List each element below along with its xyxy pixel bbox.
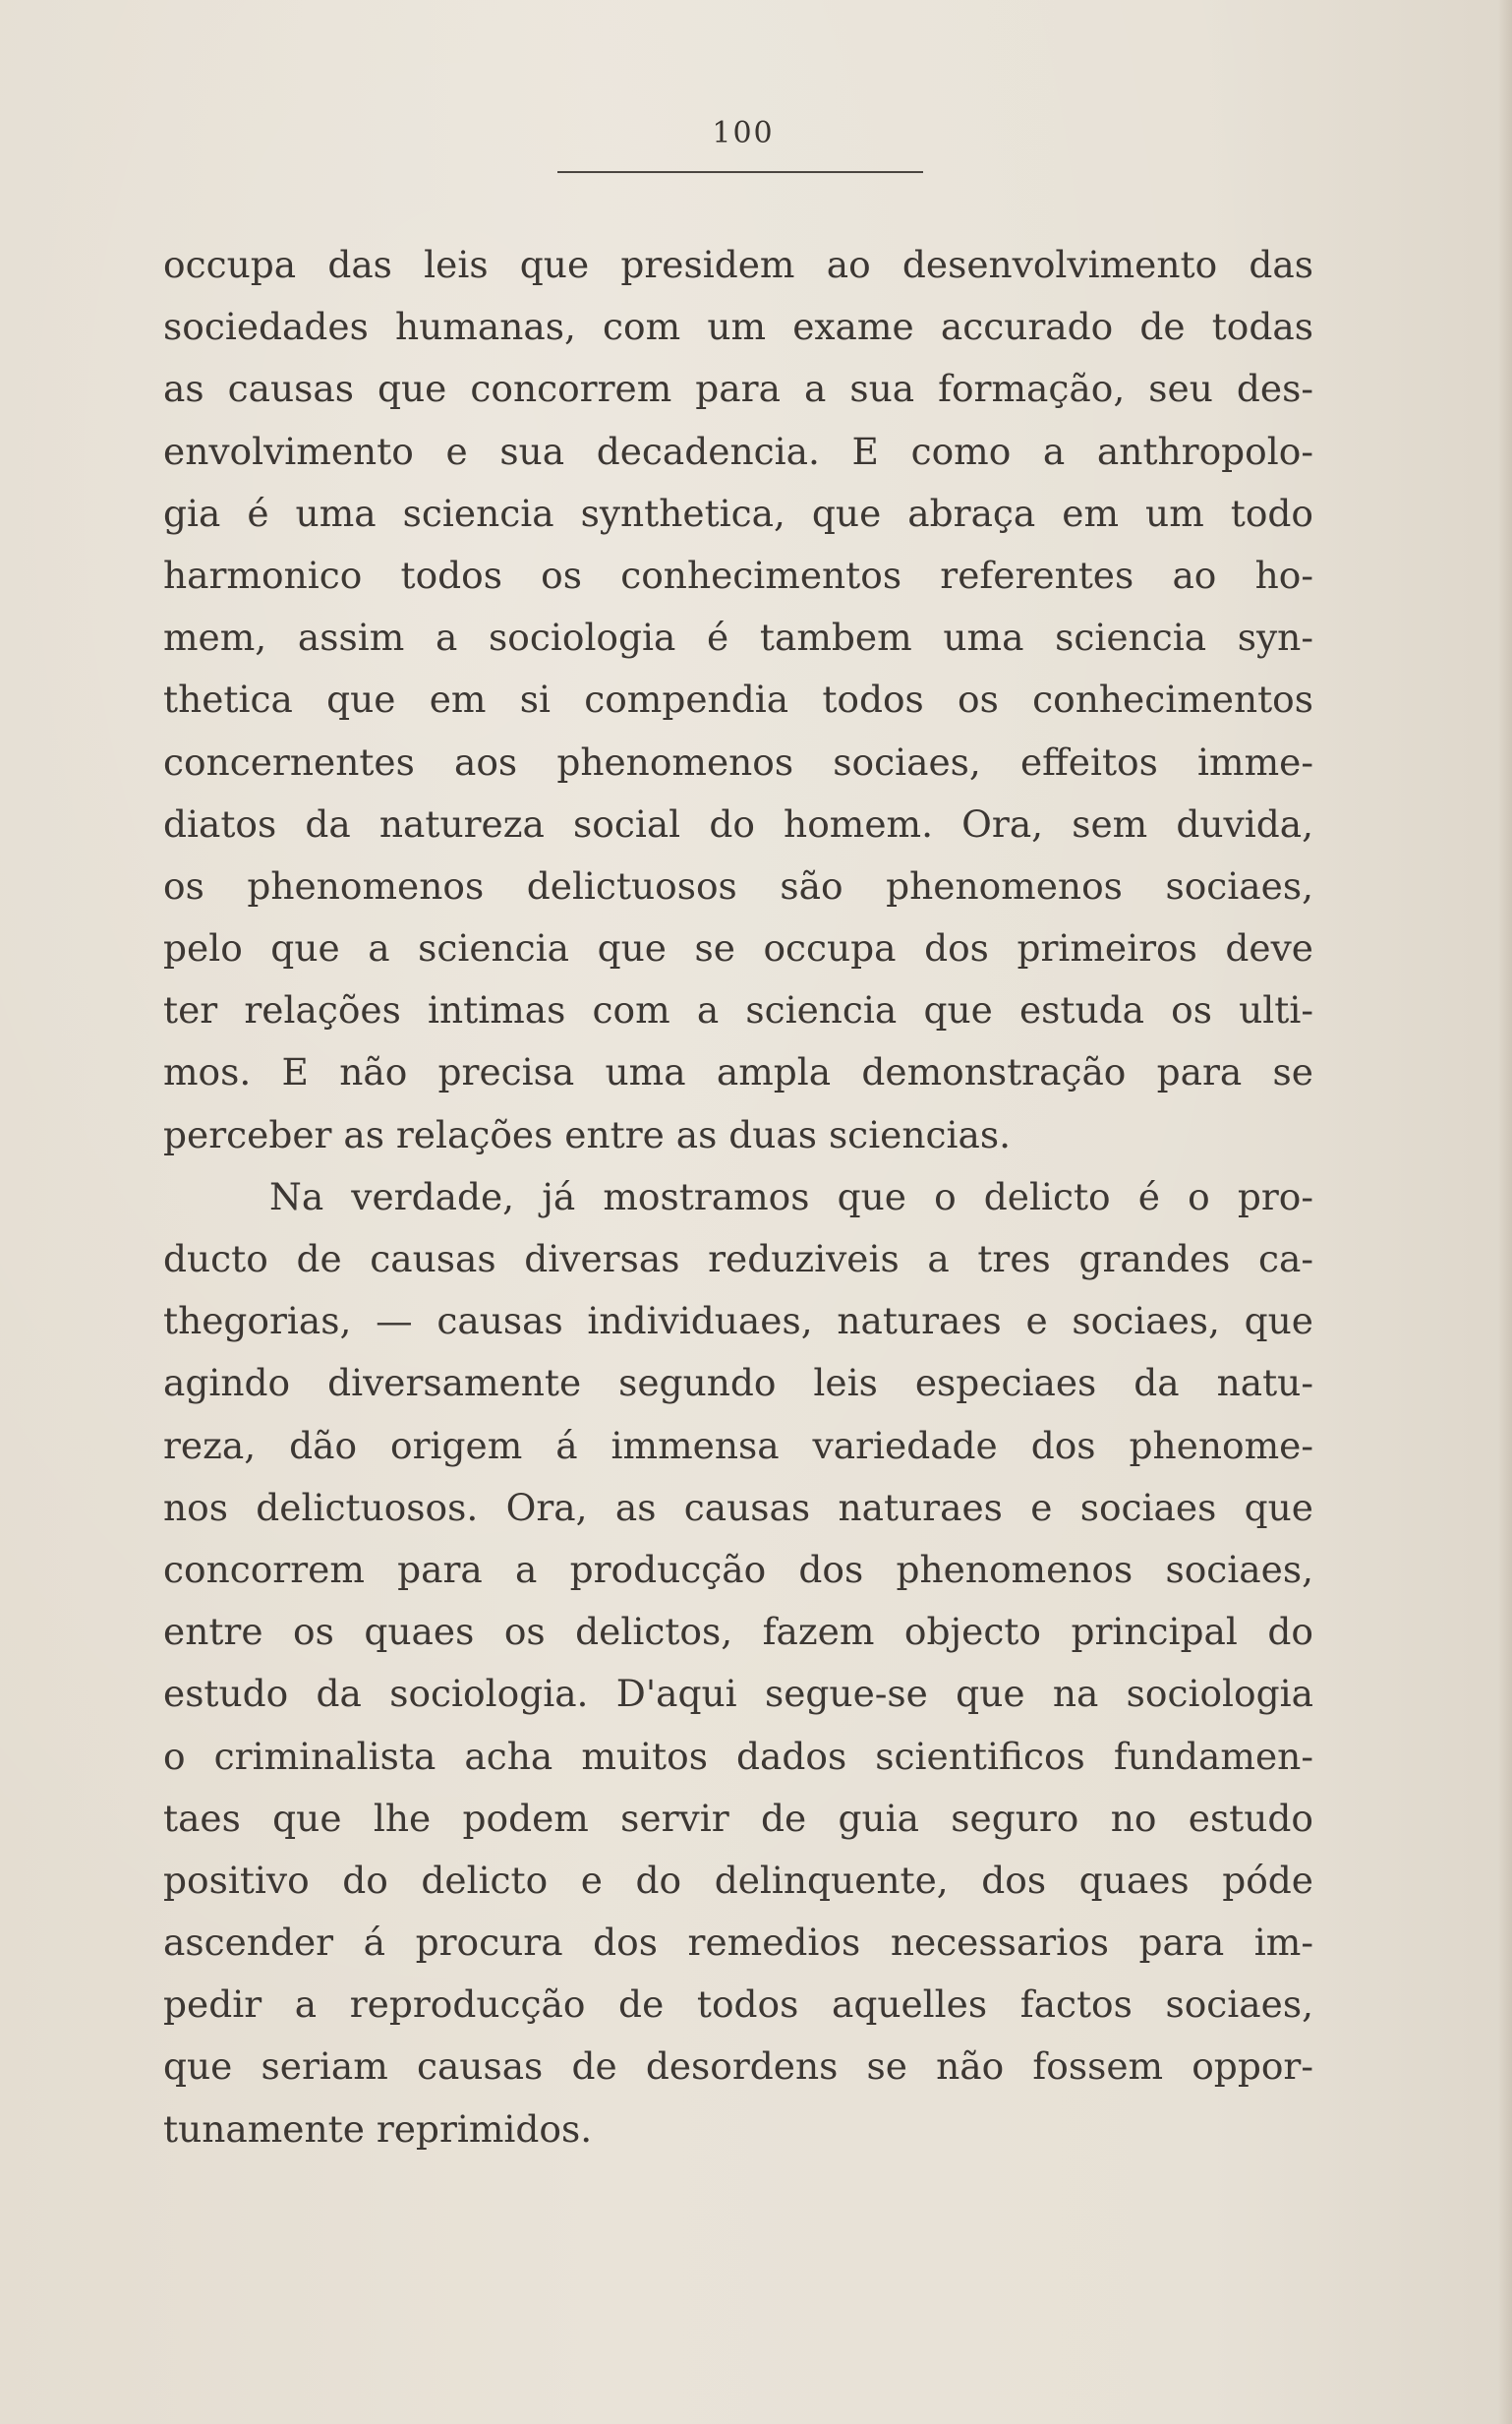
text-line: agindo diversamente segundo leis especiaes da natu- — [163, 1361, 1313, 1405]
body-text — [163, 234, 1313, 2160]
text-line: diatos da natureza social do homem. Ora, sem duvida, — [163, 801, 1313, 846]
text-line: mos. E não precisa uma ampla demonstração para se — [163, 1050, 1313, 1094]
text-line: o criminalista acha muitos dados scientificos fundamen- — [163, 1734, 1313, 1778]
paragraph-start-line: Na verdade, já mostramos que o delicto é o pro- — [269, 1174, 1313, 1218]
paragraph-end-line: tunamente reprimidos. — [163, 2106, 593, 2151]
text-line: positivo do delicto e do delinquente, dos quaes póde — [163, 1858, 1313, 1902]
text-line: thetica que em si compendia todos os conhecimentos — [163, 678, 1313, 722]
paragraph-end-line: perceber as relações entre as duas sciencias. — [163, 1112, 1012, 1156]
text-line: ter relações intimas com a sciencia que estuda os ulti- — [163, 988, 1313, 1033]
text-line: reza, dão origem á immensa variedade dos phenome- — [163, 1423, 1313, 1467]
text-line: os phenomenos delictuosos são phenomenos sociaes, — [163, 863, 1313, 908]
text-line: concorrem para a producção dos phenomenos sociaes, — [163, 1547, 1313, 1591]
text-line: concernentes aos phenomenos sociaes, effeitos imme- — [163, 739, 1313, 784]
text-line: que seriam causas de desordens se não fossem oppor- — [163, 2044, 1313, 2089]
text-line: gia é uma sciencia synthetica, que abraça em um todo — [163, 491, 1313, 535]
text-line: nos delictuosos. Ora, as causas naturaes e sociaes que — [163, 1485, 1313, 1529]
text-line: ascender á procura dos remedios necessarios para im- — [163, 1921, 1313, 1965]
text-line: as causas que concorrem para a sua formação, seu des- — [163, 367, 1313, 411]
text-line: envolvimento e sua decadencia. E como a anthropolo- — [163, 429, 1313, 473]
text-line: ducto de causas diversas reduziveis a tres grandes ca- — [163, 1237, 1313, 1280]
text-line: mem, assim a sociologia é tambem uma sciencia syn- — [163, 616, 1313, 660]
text-line: pedir a reproducção de todos aquelles factos sociaes, — [163, 1982, 1313, 2027]
text-line: pelo que a sciencia que se occupa dos primeiros deve — [163, 926, 1313, 971]
header-rule — [557, 171, 923, 173]
text-line: entre os quaes os delictos, fazem objecto principal do — [163, 1610, 1313, 1654]
text-line: harmonico todos os conhecimentos referentes ao ho- — [163, 553, 1313, 597]
page-number: 100 — [712, 116, 775, 150]
page-edge-shadow — [1498, 0, 1512, 2424]
text-line: taes que lhe podem servir de guia seguro no estudo — [163, 1796, 1313, 1840]
text-line: sociedades humanas, com um exame accurado de todas — [163, 305, 1313, 349]
text-line: occupa das leis que presidem ao desenvolvimento das — [163, 243, 1313, 286]
text-line: thegorias, — causas individuaes, naturaes e sociaes, que — [163, 1299, 1313, 1343]
text-line: estudo da sociologia. D'aqui segue-se que na sociologia — [163, 1672, 1313, 1716]
